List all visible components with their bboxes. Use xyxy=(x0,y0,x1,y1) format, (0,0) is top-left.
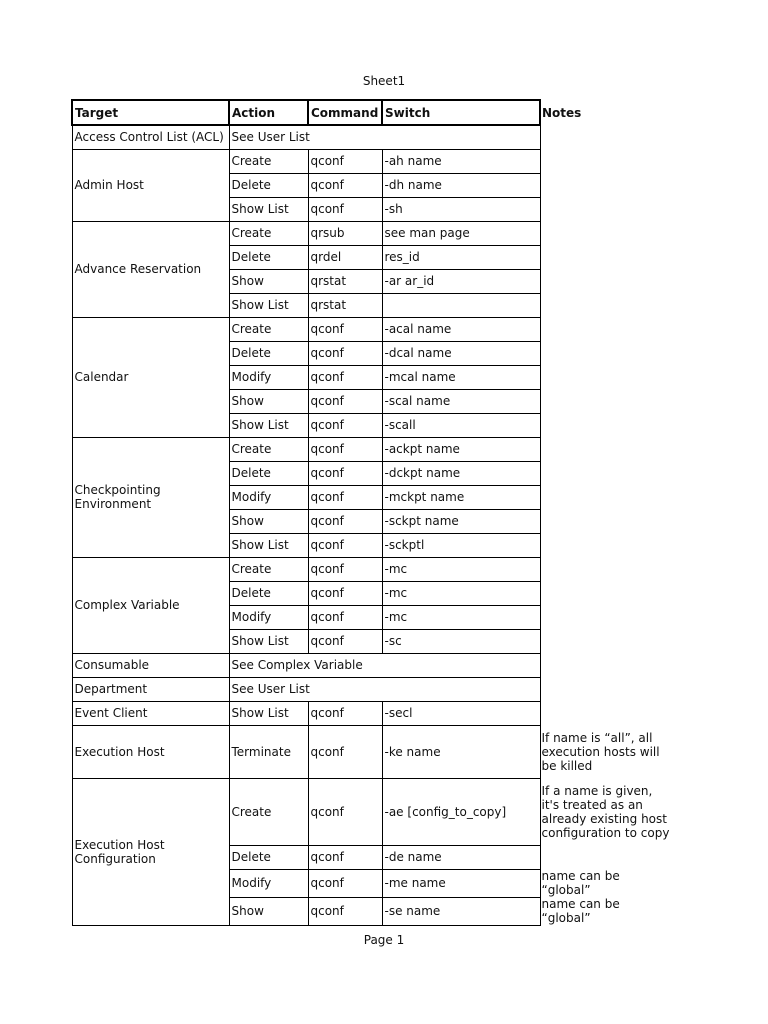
action-cell: See Complex Variable xyxy=(229,653,540,677)
target-cell: Execution Host xyxy=(72,725,229,778)
command-cell: qconf xyxy=(308,173,382,197)
switch-cell: -acal name xyxy=(382,317,540,341)
switch-cell: res_id xyxy=(382,245,540,269)
command-cell: qconf xyxy=(308,557,382,581)
notes-cell xyxy=(540,197,672,221)
target-cell: Access Control List (ACL) xyxy=(72,125,229,149)
target-cell: Calendar xyxy=(72,317,229,437)
switch-cell: -mckpt name xyxy=(382,485,540,509)
notes-cell xyxy=(540,605,672,629)
action-cell: See User List xyxy=(229,125,540,149)
notes-cell xyxy=(540,653,672,677)
notes-cell xyxy=(540,701,672,725)
command-cell: qconf xyxy=(308,197,382,221)
action-cell: Show List xyxy=(229,701,308,725)
action-cell: Delete xyxy=(229,461,308,485)
header-switch: Switch xyxy=(382,100,540,125)
command-cell: qconf xyxy=(308,365,382,389)
switch-cell: -ackpt name xyxy=(382,437,540,461)
notes-cell xyxy=(540,509,672,533)
switch-cell: -mc xyxy=(382,557,540,581)
action-cell: Terminate xyxy=(229,725,308,778)
switch-cell: -secl xyxy=(382,701,540,725)
notes-cell: If name is “all”, all execution hosts will be killed xyxy=(541,730,660,773)
switch-cell: -sh xyxy=(382,197,540,221)
target-cell: Consumable xyxy=(72,653,229,677)
action-cell: Show List xyxy=(229,533,308,557)
switch-cell: -de name xyxy=(382,845,540,869)
action-cell: Create xyxy=(229,221,308,245)
action-cell: Modify xyxy=(229,869,308,897)
command-cell: qconf xyxy=(308,461,382,485)
notes-cell xyxy=(540,629,672,653)
command-cell: qrstat xyxy=(308,269,382,293)
table-row xyxy=(72,653,672,677)
command-cell: qconf xyxy=(308,869,382,897)
switch-cell: -sckptl xyxy=(382,533,540,557)
command-cell: qconf xyxy=(308,509,382,533)
notes-cell xyxy=(540,341,672,365)
switch-cell: -ah name xyxy=(382,149,540,173)
target-cell: Complex Variable xyxy=(72,557,229,653)
action-cell: Show xyxy=(229,897,308,925)
action-cell: Show xyxy=(229,509,308,533)
table-row xyxy=(72,677,672,701)
switch-cell xyxy=(382,293,540,317)
notes-cell xyxy=(540,845,672,869)
switch-cell: -dh name xyxy=(382,173,540,197)
table-row xyxy=(72,701,672,725)
notes-cell: If a name is given, it's treated as an already existing host configuration to copy xyxy=(541,783,670,840)
action-cell: Show List xyxy=(229,293,308,317)
notes-cell xyxy=(540,245,672,269)
notes-cell xyxy=(540,581,672,605)
action-cell: Modify xyxy=(229,485,308,509)
notes-cell xyxy=(540,413,672,437)
switch-cell: see man page xyxy=(382,221,540,245)
switch-cell: -scal name xyxy=(382,389,540,413)
switch-cell: -ae [config_to_copy] xyxy=(382,778,540,845)
switch-cell: -dcal name xyxy=(382,341,540,365)
notes-cell xyxy=(540,221,672,245)
table-row xyxy=(72,557,672,581)
action-cell: Delete xyxy=(229,173,308,197)
target-cell: Department xyxy=(72,677,229,701)
action-cell: Show xyxy=(229,269,308,293)
header-command: Command xyxy=(308,100,382,125)
header-row xyxy=(72,100,672,125)
target-cell: Admin Host xyxy=(72,149,229,221)
switch-cell: -sckpt name xyxy=(382,509,540,533)
action-cell: Modify xyxy=(229,365,308,389)
command-cell: qconf xyxy=(308,317,382,341)
command-cell: qconf xyxy=(308,149,382,173)
action-cell: Delete xyxy=(229,341,308,365)
notes-cell xyxy=(540,317,672,341)
notes-cell xyxy=(540,461,672,485)
notes-cell: name can be “global” xyxy=(541,897,620,925)
notes-cell xyxy=(540,293,672,317)
command-cell: qconf xyxy=(308,845,382,869)
target-cell: Event Client xyxy=(72,701,229,725)
target-cell: Execution Host Configuration xyxy=(72,778,229,925)
command-table xyxy=(71,99,673,926)
command-cell: qconf xyxy=(308,533,382,557)
command-cell: qconf xyxy=(308,897,382,925)
command-cell: qrdel xyxy=(308,245,382,269)
notes-cell xyxy=(540,557,672,581)
notes-cell xyxy=(540,269,672,293)
command-cell: qrstat xyxy=(308,293,382,317)
switch-cell: -ar ar_id xyxy=(382,269,540,293)
table-row xyxy=(72,778,672,845)
notes-cell: name can be “global” xyxy=(541,869,620,897)
command-cell: qconf xyxy=(308,413,382,437)
notes-cell xyxy=(540,365,672,389)
notes-cell xyxy=(540,149,672,173)
action-cell: Show List xyxy=(229,197,308,221)
header-notes: Notes xyxy=(542,105,582,120)
command-cell: qconf xyxy=(308,341,382,365)
table-row xyxy=(72,437,672,461)
command-cell: qconf xyxy=(308,437,382,461)
switch-cell: -mc xyxy=(382,605,540,629)
notes-cell xyxy=(540,389,672,413)
action-cell: Show xyxy=(229,389,308,413)
command-cell: qconf xyxy=(308,778,382,845)
notes-cell xyxy=(540,173,672,197)
command-cell: qconf xyxy=(308,725,382,778)
switch-cell: -mc xyxy=(382,581,540,605)
switch-cell: -me name xyxy=(382,869,540,897)
notes-cell xyxy=(540,677,672,701)
target-cell: Checkpointing Environment xyxy=(72,437,229,557)
command-cell: qconf xyxy=(308,485,382,509)
switch-cell: -mcal name xyxy=(382,365,540,389)
switch-cell: -ke name xyxy=(382,725,540,778)
action-cell: Modify xyxy=(229,605,308,629)
table-row xyxy=(72,221,672,245)
header-target: Target xyxy=(72,100,229,125)
sheet-title: Sheet1 xyxy=(362,74,406,88)
table-row xyxy=(72,125,672,149)
action-cell: Show List xyxy=(229,629,308,653)
action-cell: Create xyxy=(229,317,308,341)
page-footer: Page 1 xyxy=(363,933,405,947)
notes-cell xyxy=(540,125,672,149)
switch-cell: -sc xyxy=(382,629,540,653)
action-cell: Create xyxy=(229,778,308,845)
command-cell: qconf xyxy=(308,605,382,629)
target-cell: Advance Reservation xyxy=(72,221,229,317)
table-row xyxy=(72,317,672,341)
header-action: Action xyxy=(229,100,308,125)
command-cell: qconf xyxy=(308,701,382,725)
action-cell: See User List xyxy=(229,677,540,701)
notes-cell xyxy=(540,485,672,509)
command-cell: qrsub xyxy=(308,221,382,245)
action-cell: Delete xyxy=(229,581,308,605)
table-row xyxy=(72,725,672,778)
switch-cell: -scall xyxy=(382,413,540,437)
switch-cell: -se name xyxy=(382,897,540,925)
action-cell: Create xyxy=(229,149,308,173)
action-cell: Delete xyxy=(229,245,308,269)
command-cell: qconf xyxy=(308,581,382,605)
command-cell: qconf xyxy=(308,629,382,653)
table-row xyxy=(72,149,672,173)
command-cell: qconf xyxy=(308,389,382,413)
switch-cell: -dckpt name xyxy=(382,461,540,485)
notes-cell xyxy=(540,437,672,461)
action-cell: Delete xyxy=(229,845,308,869)
notes-cell xyxy=(540,533,672,557)
action-cell: Create xyxy=(229,437,308,461)
action-cell: Create xyxy=(229,557,308,581)
action-cell: Show List xyxy=(229,413,308,437)
